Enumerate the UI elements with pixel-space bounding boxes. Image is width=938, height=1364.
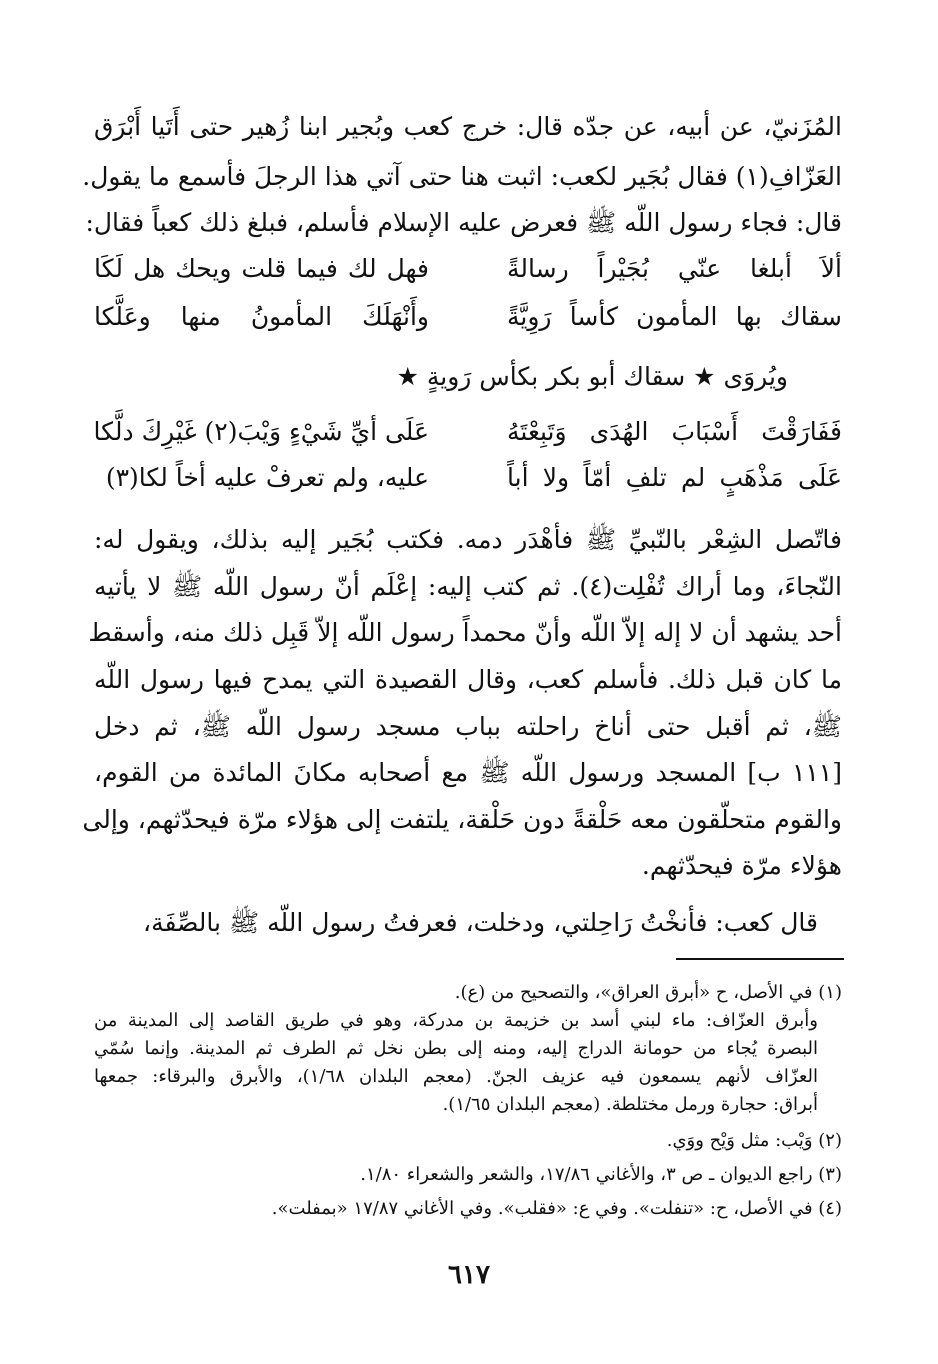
page-number: ٦١٧: [448, 1260, 490, 1290]
body-line: فاتّصل الشِعْر بالنّبيِّ ﷺ فأهْدَر دمه. فكتب بُجَير إليه بذلك، ويقول له:: [94, 525, 842, 554]
footnote-1: (١) في الأصل، ح «أبرق العراق»، والتصحيح من (ع).: [454, 982, 842, 1003]
body-line: النّجاءَ، وما أراك تُفْلِت(٤). ثم كتب إليه: إعْلَم أنّ رسول اللّه ﷺ لا يأتيه: [94, 572, 842, 601]
body-line: ﷺ، ثم أقبل حتى أناخ راحلته بباب مسجد رسول اللّه ﷺ، ثم دخل: [94, 712, 842, 741]
variant-reading: ويُروَى ★ سقاك أبو بكر بكأس رَويةٍ ★: [396, 362, 788, 391]
verse-first-hemistich: فَفَارَقْتَ أَسْبَابَ الهُدَى وَتَبِعْتَهُ: [507, 417, 842, 446]
verse-line: [94, 249, 842, 289]
body-line: [١١١ ب] المسجد ورسول اللّه ﷺ مع أصحابه مكانَ المائدة من القوم،: [94, 758, 842, 787]
footnote-1-body-line: العزّاف لأنهم يسمعون فيه عزيف الجنّ. (معجم البلدان ١/٦٨)، والأبرق والبرقاء: جمعها: [94, 1066, 818, 1087]
body-line: والقوم متحلّقون معه حَلْقةً دون حَلْقة، يلتفت إلى هؤلاء مرّة فيحدّثهم، وإلى: [82, 805, 842, 834]
verse-second-hemistich: عَلَى أيِّ شَيْءٍ وَيْبَ(٢) غَيْرِكَ دلَّكا: [93, 417, 429, 446]
body-line: العَزّافِ(١) فقال بُجَير لكعب: اثبت هنا حتى آتي هذا الرجلَ فأسمع ما يقول.: [82, 162, 842, 191]
verse-line: [94, 412, 842, 452]
body-line: ما كان قبل ذلك. فأسلم كعب، وقال القصيدة التي يمدح فيها رسول اللّه: [94, 665, 842, 694]
footnote-3: (٣) راجع الديوان ـ ص ٣، والأغاني ١٧/٨٦، والشعر والشعراء ١/٨٠.: [360, 1164, 842, 1185]
body-line: أحد يشهد أن لا إله إلاّ اللّه وأنّ محمداً رسول اللّه إلاّ قَبِل ذلك منه، وأسقط: [88, 618, 842, 647]
verse-second-hemistich: فهل لك فيما قلت ويحك هل لَكَا: [94, 254, 429, 283]
footnote-2: (٢) وَيْب: مثل وَيْح ووَي.: [666, 1130, 842, 1151]
verse-first-hemistich: سقاك بها المأمون كأساً رَوِيَّةً: [507, 302, 842, 331]
body-line: قال كعب: فأنخْتُ رَاحِلتي، ودخلت، فعرفتُ رسول اللّه ﷺ بالصِّفَة،: [143, 908, 818, 937]
body-line: المُزَنيّ، عن أبيه، عن جدّه قال: خرج كعب وبُجير ابنا زُهير حتى أَتَيا أَبْرَق: [94, 112, 842, 141]
verse-second-hemistich: عليه، ولم تعرفْ عليه أخاً لكا(٣): [105, 463, 429, 492]
verse-first-hemistich: ألاَ أبلغا عنّي بُجَيْراً رسالةً: [507, 254, 842, 283]
footnote-separator: [676, 958, 844, 960]
verse-first-hemistich: عَلَى مَذْهَبٍ لم تلفِ أمّاً ولا أباً: [507, 463, 842, 492]
footnote-1-body-line: أبراق: حجارة ورمل مختلطة. (معجم البلدان ١/٦٥).: [442, 1094, 818, 1115]
verse-line: [94, 297, 842, 337]
body-line: هؤلاء مرّة فيحدّثهم.: [641, 851, 842, 880]
footnote-1-body-line: البصرة يُجاء من حومانة الدراج إليه، ومنه إلى بطن نخل ثم الطرف ثم المدينة. وإنما سُمّي: [94, 1038, 818, 1059]
body-line: قال: فجاء رسول اللّه ﷺ فعرض عليه الإسلام فأسلم، فبلغ ذلك كعباً فقال:: [85, 208, 842, 237]
footnote-4: (٤) في الأصل، ح: «تنفلت». وفي ع: «فقلب». وفي الأغاني ١٧/٨٧ «بمفلت».: [271, 1198, 842, 1219]
footnote-1-body-line: وأبرق العزّاف: ماء لبني أسد بن خزيمة بن مدركة، وهو في طريق القاصد إلى المدينة من: [94, 1010, 818, 1031]
verse-line: [94, 458, 842, 498]
verse-second-hemistich: وأَنْهَلَكَ المأمونُ منها وعَلَّكا: [94, 302, 429, 331]
